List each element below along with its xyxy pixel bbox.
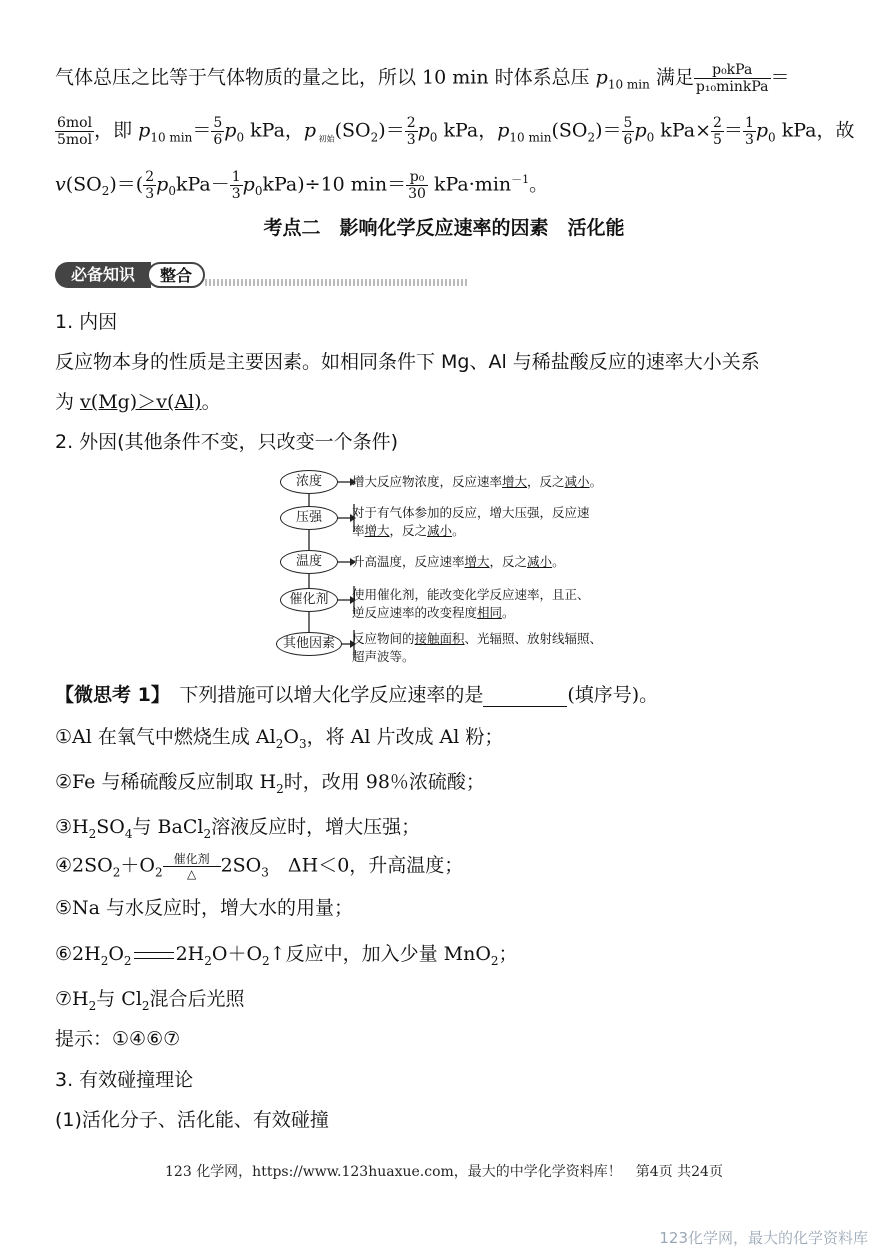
fraction: $\frac{\text{p₀}}{30}$ (408, 168, 426, 202)
reaction-condition-arrow: 催化剂 △ (163, 852, 221, 881)
desc-concentration: 增大反应物浓度，反应速率增大，反之减小。 (352, 474, 603, 489)
fraction: $\frac{2}{3}$ (406, 115, 416, 148)
badge-dark-label: 必备知识 (55, 262, 151, 288)
node-concentration: 浓度 (280, 470, 338, 494)
question-micro-think-1: 【微思考 1】 下列措施可以增大化学反应速率的是 (填序号)。 (55, 684, 659, 706)
question-label: 【微思考 1】 (55, 684, 161, 706)
fraction: $\frac{\text{p₀kPa}}{\text{p₁₀minkPa}}$ (695, 62, 769, 95)
option-1: ①Al 在氧气中燃烧生成 $Al_2O_3$，将 Al 片改成 Al 粉； (55, 726, 504, 751)
fraction: $\frac{2}{5}$ (713, 115, 722, 148)
fraction: $\frac{5}{6}$ (213, 115, 223, 148)
option-7: $⑦H_2$与 $Cl_2$混合后光照 (55, 988, 245, 1013)
desc-temperature: 升高温度，反应速率增大，反之减小。 (352, 554, 565, 569)
watermark: 123化学网，最大的化学资料库 (659, 1229, 868, 1247)
fraction: $\frac{1}{3}$ (744, 115, 754, 148)
intro-line-3: $v(SO_2)=$( $\frac{2}{3}$ $p_0kPa-$ $\frac{1}{3}$ $p_0kPa)\div 10$ min＝ $\frac{\text{p₀}}{30}$ $kPa\cdot\min^{-1}$。 (55, 168, 549, 202)
paragraph-internal-line-2: 为 v(Mg)＞v(Al)。 (55, 391, 221, 413)
intro-line-1: 气体总压之比等于气体物质的量之比，所以 10 min 时体系总压 $p_{10 min}$ 满足 $\frac{\text{p₀kPa}}{\text{p₁₀minkPa}}$ ＝ (55, 62, 790, 95)
option-2: ②Fe 与稀硫酸反应制取 $H_2$时，改用 98％浓硫酸； (55, 771, 485, 796)
option-3: $③H_2SO_4$与 BaCl$_2$溶液反应时，增大压强； (55, 816, 421, 841)
desc-catalyst: 使用催化剂，能改变化学反应速率，且正、 逆反应速率的改变程度相同。 (352, 587, 590, 620)
heading-external-cause: 2. 外因(其他条件不变，只改变一个条件) (55, 431, 398, 453)
badge-divider (205, 279, 467, 286)
fraction: $\frac{\text{6mol}}{\text{5mol}}$ (57, 115, 93, 148)
paragraph-internal-line-1: 反应物本身的性质是主要因素。如相同条件下 Mg、Al 与稀盐酸反应的速率大小关系 (55, 351, 760, 373)
node-temperature: 温度 (280, 550, 338, 574)
node-pressure: 压强 (280, 506, 338, 530)
option-4: $④2SO_2+O_2$ 催化剂 △ $2SO_3$ ΔH＜0，升高温度； (55, 852, 464, 881)
equals-sign-arrow (134, 952, 174, 959)
node-catalyst: 催化剂 (280, 588, 338, 612)
section-title: 考点二 影响化学反应速率的因素 活化能 (263, 217, 625, 239)
option-6: $⑥2H_2O_2$ $2H_2O+O_2↑$反应中，加入少量 MnO$_2$； (55, 943, 518, 968)
factors-diagram (276, 468, 616, 668)
subheading-activation: (1)活化分子、活化能、有效碰撞 (55, 1109, 329, 1131)
node-other-factors: 其他因素 (276, 632, 342, 656)
hint-answer: 提示：①④⑥⑦ (55, 1028, 181, 1050)
desc-other-factors: 反应物间的接触面积、光辐照、放射线辐照、 超声波等。 (352, 631, 603, 664)
desc-pressure: 对于有气体参加的反应，增大压强，反应速 率增大，反之减小。 (352, 505, 590, 538)
fraction: $\frac{1}{3}$ (231, 168, 241, 202)
page-footer: 123 化学网，https://www.123huaxue.com，最大的中学化学资料库！ 第4页 共24页 (165, 1164, 723, 1180)
answer-blank[interactable] (483, 688, 567, 707)
fraction: $\frac{5}{6}$ (623, 115, 633, 148)
option-5: ⑤Na 与水反应时，增大水的用量； (55, 897, 354, 919)
fraction: $\frac{2}{3}$ (145, 168, 155, 202)
intro-line-2: $\frac{\text{6mol}}{\text{5mol}}$ ，即 $p_{10 min}=$ $\frac{5}{6}$ $p_0$ kPa，p $_{初始}(SO_2)=$ $\frac{2}{3}$ $p_0$ kPa，$p_{10 min}(SO_2)=$ $\frac{5}{6}$ $p_0$ kPa× $\frac{2}{5}$ ＝ $\frac{1}{3}$ $p_0$ kPa，故 (57, 115, 855, 148)
heading-collision-theory: 3. 有效碰撞理论 (55, 1069, 194, 1091)
answer-underlined: v(Mg)＞v(Al) (80, 391, 202, 413)
heading-internal-cause: 1. 内因 (55, 311, 118, 333)
badge-light-label: 整合 (147, 262, 205, 288)
